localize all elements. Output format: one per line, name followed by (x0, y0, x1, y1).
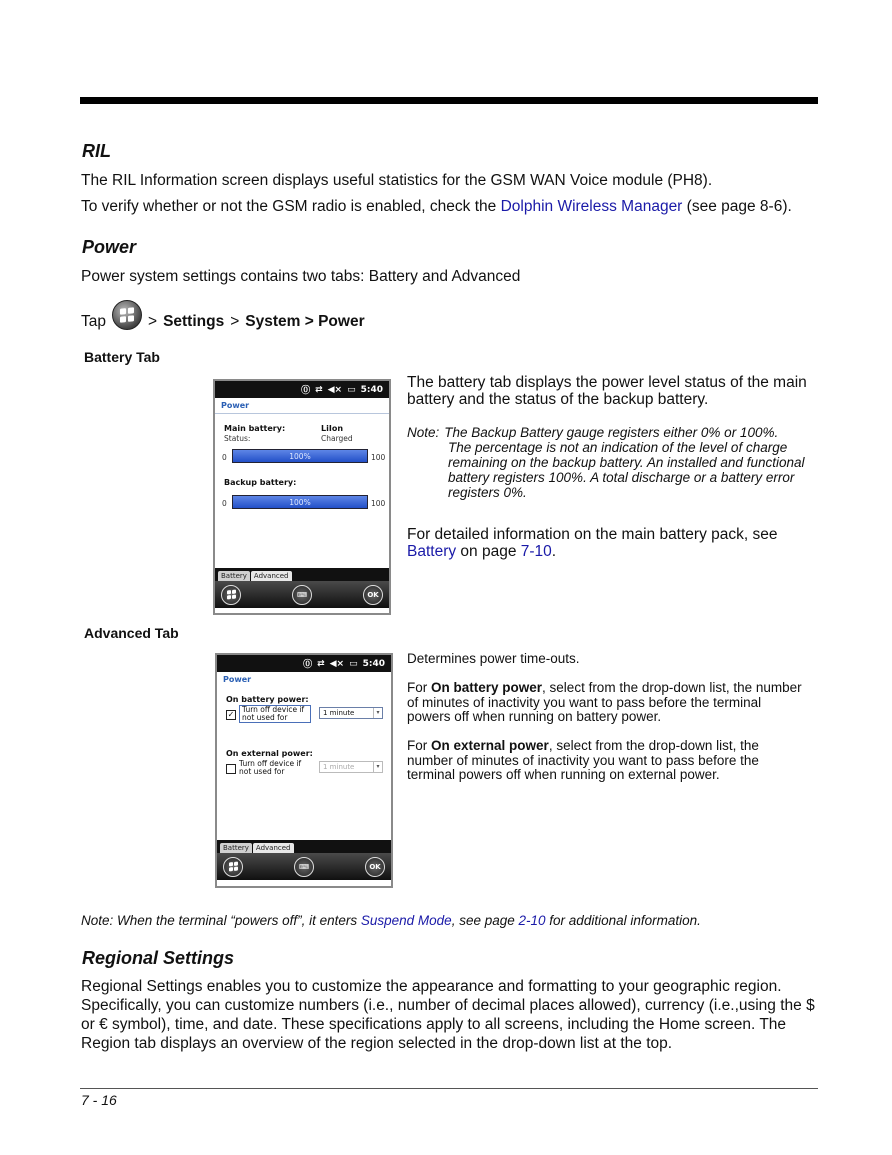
external-timeout-dropdown[interactable] (319, 761, 383, 773)
windows-start-icon (112, 300, 142, 330)
gauge-max: 100 (371, 499, 386, 508)
status-bar (217, 655, 391, 672)
backup-battery-gauge: 100% (232, 495, 368, 509)
device-tab-strip (215, 568, 389, 581)
gauge-max: 100 (371, 453, 386, 462)
battery-tab-heading: Battery Tab (84, 349, 160, 365)
main-battery-gauge: 100% (232, 449, 368, 463)
ril-p2-suffix: (see page 8-6). (682, 198, 792, 215)
tab-battery[interactable]: Battery (220, 843, 252, 853)
battery-checkbox[interactable]: ✓ (227, 710, 235, 719)
dolphin-wireless-manager-link[interactable]: Dolphin Wireless Manager (500, 198, 683, 215)
regional-settings-body: Regional Settings enables you to customize the appearance and formatting to your geographic region. Specifically, you can customize numbers (i.e., number of decimal places allowed), currency (i.e.,using the $ or € symbol), time, and date. These specifications apply to all screens, including the Home screen. The Region tab displays an overview of the region selected in the drop-down list at the top. (81, 978, 815, 1052)
sync-arrows-icon: ⇄ (317, 658, 325, 669)
p1-text: , select from the drop-down list, the number of minutes of inactivity you want to pass before the terminal powers off when running on battery power. (407, 680, 802, 724)
tab-advanced[interactable]: Advanced (253, 843, 294, 853)
mute-speaker-icon: ◀× (329, 658, 345, 669)
p2-text: , select from the drop-down list, the number of minutes of inactivity you want to pass before the terminal powers off when running on external power. (407, 738, 759, 782)
nav-separator: > (148, 313, 158, 330)
note-line-1: The Backup Battery gauge registers either 0% or 100%. (444, 425, 779, 440)
advanced-description: Determines power time-outs. (407, 651, 580, 666)
battery-link[interactable]: Battery (407, 542, 457, 560)
main-battery-label: Main battery: (224, 424, 286, 433)
chevron-down-icon: ▾ (373, 762, 382, 772)
p2-prefix: For (407, 738, 432, 753)
regional-settings-heading: Regional Settings (82, 948, 235, 968)
windows-start-icon[interactable] (221, 585, 241, 605)
softkey-bar (215, 581, 389, 608)
status-time: 5:40 (360, 384, 383, 395)
power-heading: Power (82, 237, 137, 257)
ok-button[interactable]: OK (363, 585, 383, 605)
p2-bold: On external power (431, 738, 549, 753)
ril-heading: RIL (82, 141, 111, 161)
mute-speaker-icon: ◀× (327, 384, 343, 395)
system-power-path: System > Power (245, 313, 365, 330)
suspend-note-text: Note: When the terminal “powers off”, it enters (81, 913, 361, 928)
status-label: Status: (224, 434, 251, 443)
p1-prefix: For (407, 680, 432, 695)
gauge-min: 0 (222, 453, 227, 462)
external-turn-off-option: Turn off device if not used for (239, 759, 302, 776)
device-screen-title: Power (215, 398, 389, 414)
backup-battery-note (407, 425, 817, 500)
page-number: 7 - 16 (81, 1092, 117, 1108)
backup-battery-label: Backup battery: (224, 478, 297, 487)
battery-timeout-value: 1 minute (323, 709, 355, 717)
p1-bold: On battery power (431, 680, 543, 695)
tab-battery[interactable]: Battery (218, 571, 250, 581)
ril-paragraph-1: The RIL Information screen displays useful statistics for the GSM WAN Voice module (PH8). (81, 172, 713, 189)
status-value: Charged (321, 434, 353, 443)
on-battery-label: On battery power: (226, 695, 309, 704)
on-external-label: On external power: (226, 749, 313, 758)
device-screen-title: Power (223, 675, 252, 684)
ril-paragraph-2 (81, 196, 821, 217)
battery-tab-screenshot (213, 379, 391, 615)
advanced-tab-screenshot (215, 653, 393, 888)
on-external-power-paragraph (407, 739, 807, 783)
external-timeout-value: 1 minute (323, 763, 355, 771)
detail-text: For detailed information on the main battery pack, see (407, 526, 778, 543)
suspend-mode-link[interactable]: Suspend Mode (360, 913, 452, 928)
device-tab-strip (217, 840, 391, 853)
page-2-10-link[interactable]: 2-10 (518, 913, 546, 928)
battery-detail (407, 527, 807, 560)
battery-icon: ▭ (349, 658, 358, 669)
settings-path: Settings (163, 313, 225, 330)
external-checkbox[interactable] (226, 764, 236, 774)
gauge-min: 0 (222, 499, 227, 508)
status-bar (215, 381, 389, 398)
power-intro: Power system settings contains two tabs: Battery and Advanced (81, 268, 521, 285)
note-label: Note: (407, 425, 440, 440)
tap-instruction (81, 311, 365, 332)
page-7-10-link[interactable]: 7-10 (520, 542, 552, 560)
tap-label: Tap (81, 313, 106, 330)
keyboard-icon[interactable]: ⌨ (292, 585, 312, 605)
detail-mid-text: on page (456, 542, 521, 560)
on-battery-power-paragraph (407, 681, 807, 725)
status-time: 5:40 (362, 658, 385, 669)
tab-advanced[interactable]: Advanced (251, 571, 292, 581)
app-icon: ⓪ (301, 386, 311, 396)
battery-turn-off-option: Turn off device if not used for (239, 705, 311, 723)
windows-start-icon[interactable] (223, 857, 243, 877)
sync-arrows-icon: ⇄ (315, 384, 323, 395)
app-icon: ⓪ (303, 660, 313, 670)
suspend-mode-note (81, 913, 821, 928)
keyboard-icon[interactable]: ⌨ (294, 857, 314, 877)
battery-description: The battery tab displays the power level status of the main battery and the status of the backup battery. (407, 374, 807, 408)
ok-button[interactable]: OK (365, 857, 385, 877)
battery-icon: ▭ (347, 384, 356, 395)
suspend-note-mid: , see page (451, 913, 519, 928)
nav-separator: > (230, 313, 240, 330)
advanced-tab-heading: Advanced Tab (84, 625, 179, 641)
bottom-rule (80, 1088, 818, 1089)
ril-p2-text: To verify whether or not the GSM radio is enabled, check the (81, 198, 501, 215)
main-battery-type: LiIon (321, 424, 344, 433)
top-rule (80, 97, 818, 104)
softkey-bar (217, 853, 391, 880)
chevron-down-icon: ▾ (373, 708, 382, 718)
note-body: The percentage is not an indication of the level of charge remaining on the backup battery. An installed and functional battery registers 100%. A total discharge or a battery error registers 0%. (448, 440, 805, 500)
detail-period: . (551, 542, 557, 560)
suspend-note-suffix: for additional information. (545, 913, 701, 928)
battery-timeout-dropdown[interactable] (319, 707, 383, 719)
